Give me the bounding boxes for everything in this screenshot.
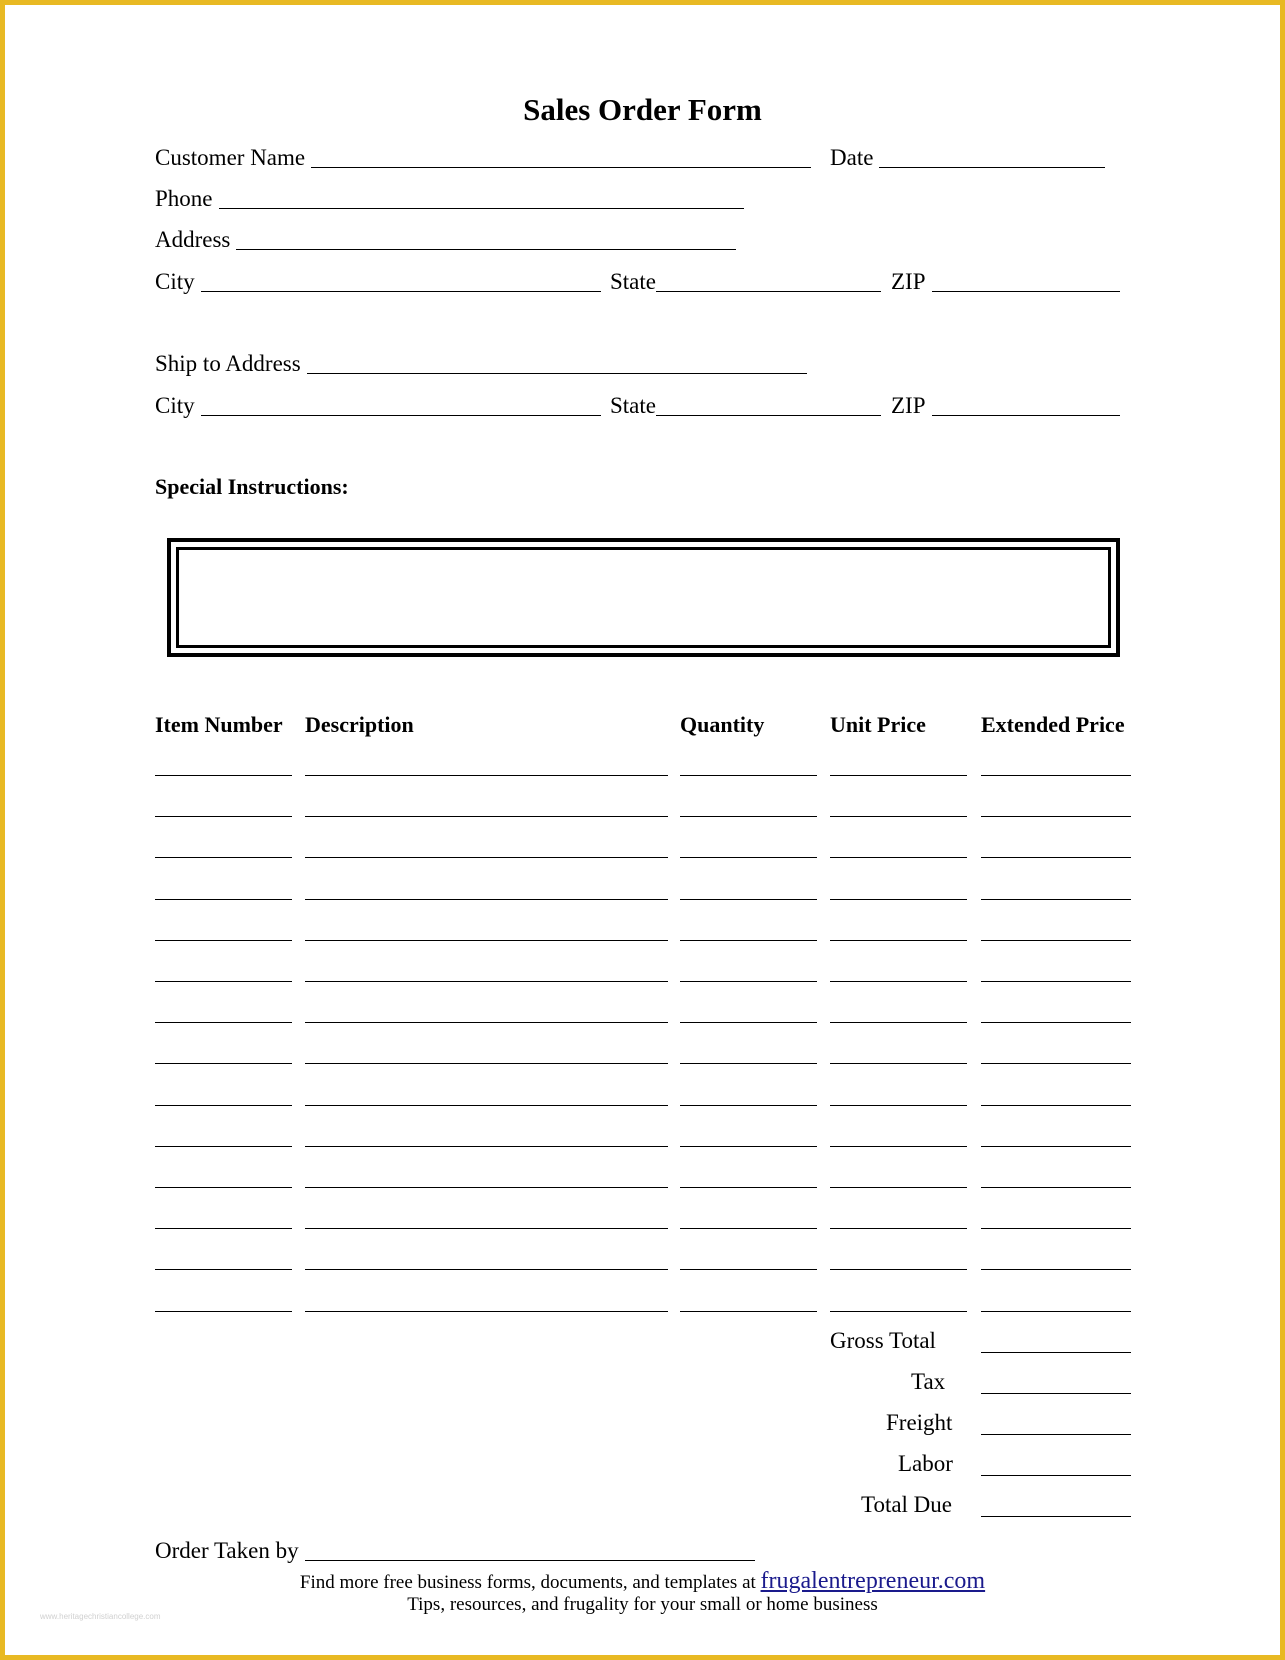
row-7-quantity-field[interactable] bbox=[680, 1022, 817, 1023]
row-2-quantity-field[interactable] bbox=[680, 816, 817, 817]
tax-field[interactable] bbox=[981, 1393, 1131, 1394]
row-13-description-field[interactable] bbox=[305, 1269, 668, 1270]
city-field[interactable] bbox=[201, 269, 601, 292]
row-12-item-number-field[interactable] bbox=[155, 1228, 292, 1229]
city-row bbox=[155, 265, 601, 295]
row-8-description-field[interactable] bbox=[305, 1063, 668, 1064]
row-4-quantity-field[interactable] bbox=[680, 899, 817, 900]
row-1-quantity-field[interactable] bbox=[680, 775, 817, 776]
row-12-description-field[interactable] bbox=[305, 1228, 668, 1229]
row-13-unit-price-field[interactable] bbox=[830, 1269, 967, 1270]
row-6-quantity-field[interactable] bbox=[680, 981, 817, 982]
row-7-extended-price-field[interactable] bbox=[981, 1022, 1131, 1023]
row-6-item-number-field[interactable] bbox=[155, 981, 292, 982]
row-4-unit-price-field[interactable] bbox=[830, 899, 967, 900]
city-label: City bbox=[155, 269, 195, 294]
row-3-extended-price-field[interactable] bbox=[981, 857, 1131, 858]
total-due-label: Total Due bbox=[861, 1492, 953, 1517]
customer-name-field[interactable] bbox=[311, 145, 811, 168]
address-label: Address bbox=[155, 227, 231, 252]
freight-label: Freight bbox=[886, 1410, 953, 1435]
row-14-description-field[interactable] bbox=[305, 1311, 668, 1312]
col-quantity: Quantity bbox=[680, 712, 765, 737]
col-extended-price: Extended Price bbox=[981, 712, 1125, 737]
ship-address-label: Ship to Address bbox=[155, 351, 301, 376]
row-9-unit-price-field[interactable] bbox=[830, 1105, 967, 1106]
footer-line-2: Tips, resources, and frugality for your small or home business bbox=[407, 1594, 878, 1615]
row-10-item-number-field[interactable] bbox=[155, 1146, 292, 1147]
row-2-item-number-field[interactable] bbox=[155, 816, 292, 817]
freight-field[interactable] bbox=[981, 1434, 1131, 1435]
special-instructions-box[interactable] bbox=[167, 538, 1120, 657]
labor-field[interactable] bbox=[981, 1475, 1131, 1476]
address-field[interactable] bbox=[236, 227, 736, 250]
footer-link[interactable]: frugalentrepreneur.com bbox=[760, 1568, 986, 1594]
date-row bbox=[830, 141, 1105, 171]
ship-city-field[interactable] bbox=[201, 393, 601, 416]
customer-name-row bbox=[155, 141, 811, 171]
zip-row bbox=[891, 265, 1120, 295]
row-13-extended-price-field[interactable] bbox=[981, 1269, 1131, 1270]
footer-prefix: Find more free business forms, documents, and templates at bbox=[299, 1572, 756, 1593]
date-label: Date bbox=[830, 145, 874, 170]
row-14-item-number-field[interactable] bbox=[155, 1311, 292, 1312]
row-5-unit-price-field[interactable] bbox=[830, 940, 967, 941]
state-row bbox=[610, 265, 881, 295]
row-4-description-field[interactable] bbox=[305, 899, 668, 900]
col-unit-price: Unit Price bbox=[830, 712, 926, 737]
row-13-quantity-field[interactable] bbox=[680, 1269, 817, 1270]
ship-state-label: State bbox=[610, 393, 656, 418]
footer-line-1 bbox=[0, 1568, 1285, 1595]
row-12-unit-price-field[interactable] bbox=[830, 1228, 967, 1229]
row-12-extended-price-field[interactable] bbox=[981, 1228, 1131, 1229]
row-4-item-number-field[interactable] bbox=[155, 899, 292, 900]
row-6-description-field[interactable] bbox=[305, 981, 668, 982]
row-4-extended-price-field[interactable] bbox=[981, 899, 1131, 900]
row-5-item-number-field[interactable] bbox=[155, 940, 292, 941]
total-due-field[interactable] bbox=[981, 1516, 1131, 1517]
address-row bbox=[155, 223, 736, 253]
row-9-description-field[interactable] bbox=[305, 1105, 668, 1106]
row-1-unit-price-field[interactable] bbox=[830, 775, 967, 776]
labor-label: Labor bbox=[898, 1451, 953, 1476]
row-5-quantity-field[interactable] bbox=[680, 940, 817, 941]
phone-label: Phone bbox=[155, 186, 213, 211]
special-instructions-label: Special Instructions: bbox=[155, 474, 349, 499]
row-5-extended-price-field[interactable] bbox=[981, 940, 1131, 941]
row-11-unit-price-field[interactable] bbox=[830, 1187, 967, 1188]
watermark: www.heritagechristiancollege.com bbox=[40, 1612, 161, 1621]
row-6-unit-price-field[interactable] bbox=[830, 981, 967, 982]
row-8-extended-price-field[interactable] bbox=[981, 1063, 1131, 1064]
customer-name-label: Customer Name bbox=[155, 145, 306, 170]
phone-row bbox=[155, 182, 744, 212]
row-11-quantity-field[interactable] bbox=[680, 1187, 817, 1188]
row-7-description-field[interactable] bbox=[305, 1022, 668, 1023]
row-11-item-number-field[interactable] bbox=[155, 1187, 292, 1188]
ship-state-field[interactable] bbox=[656, 393, 881, 416]
ship-address-row bbox=[155, 347, 807, 377]
col-item-number: Item Number bbox=[155, 712, 283, 737]
row-3-quantity-field[interactable] bbox=[680, 857, 817, 858]
ship-state-row bbox=[610, 389, 881, 419]
row-1-item-number-field[interactable] bbox=[155, 775, 292, 776]
row-11-description-field[interactable] bbox=[305, 1187, 668, 1188]
row-9-quantity-field[interactable] bbox=[680, 1105, 817, 1106]
date-field[interactable] bbox=[879, 145, 1105, 168]
row-11-extended-price-field[interactable] bbox=[981, 1187, 1131, 1188]
row-3-item-number-field[interactable] bbox=[155, 857, 292, 858]
ship-city-row bbox=[155, 389, 601, 419]
row-8-item-number-field[interactable] bbox=[155, 1063, 292, 1064]
gross-total-label: Gross Total bbox=[830, 1328, 936, 1353]
row-14-extended-price-field[interactable] bbox=[981, 1311, 1131, 1312]
row-1-description-field[interactable] bbox=[305, 775, 668, 776]
ship-address-field[interactable] bbox=[307, 351, 807, 374]
order-taken-label: Order Taken by bbox=[155, 1538, 299, 1563]
row-7-item-number-field[interactable] bbox=[155, 1022, 292, 1023]
row-9-item-number-field[interactable] bbox=[155, 1105, 292, 1106]
special-instructions-inner-border bbox=[176, 547, 1111, 648]
row-10-quantity-field[interactable] bbox=[680, 1146, 817, 1147]
phone-field[interactable] bbox=[219, 186, 744, 209]
state-label: State bbox=[610, 269, 656, 294]
row-1-extended-price-field[interactable] bbox=[981, 775, 1131, 776]
row-10-description-field[interactable] bbox=[305, 1146, 668, 1147]
row-2-description-field[interactable] bbox=[305, 816, 668, 817]
row-3-description-field[interactable] bbox=[305, 857, 668, 858]
order-taken-field[interactable] bbox=[305, 1538, 755, 1561]
row-7-unit-price-field[interactable] bbox=[830, 1022, 967, 1023]
row-13-item-number-field[interactable] bbox=[155, 1269, 292, 1270]
zip-field[interactable] bbox=[932, 269, 1120, 292]
row-3-unit-price-field[interactable] bbox=[830, 857, 967, 858]
row-5-description-field[interactable] bbox=[305, 940, 668, 941]
ship-zip-field[interactable] bbox=[932, 393, 1120, 416]
row-8-quantity-field[interactable] bbox=[680, 1063, 817, 1064]
order-taken-row bbox=[155, 1534, 755, 1564]
gross-total-field[interactable] bbox=[981, 1352, 1131, 1353]
row-10-extended-price-field[interactable] bbox=[981, 1146, 1131, 1147]
row-14-unit-price-field[interactable] bbox=[830, 1311, 967, 1312]
row-6-extended-price-field[interactable] bbox=[981, 981, 1131, 982]
form-title: Sales Order Form bbox=[523, 92, 762, 127]
ship-zip-row bbox=[891, 389, 1120, 419]
row-10-unit-price-field[interactable] bbox=[830, 1146, 967, 1147]
row-9-extended-price-field[interactable] bbox=[981, 1105, 1131, 1106]
ship-city-label: City bbox=[155, 393, 195, 418]
row-2-extended-price-field[interactable] bbox=[981, 816, 1131, 817]
zip-label: ZIP bbox=[891, 269, 926, 294]
state-field[interactable] bbox=[656, 269, 881, 292]
row-2-unit-price-field[interactable] bbox=[830, 816, 967, 817]
ship-zip-label: ZIP bbox=[891, 393, 926, 418]
row-8-unit-price-field[interactable] bbox=[830, 1063, 967, 1064]
row-14-quantity-field[interactable] bbox=[680, 1311, 817, 1312]
row-12-quantity-field[interactable] bbox=[680, 1228, 817, 1229]
tax-label: Tax bbox=[911, 1369, 946, 1394]
col-description: Description bbox=[305, 712, 414, 737]
